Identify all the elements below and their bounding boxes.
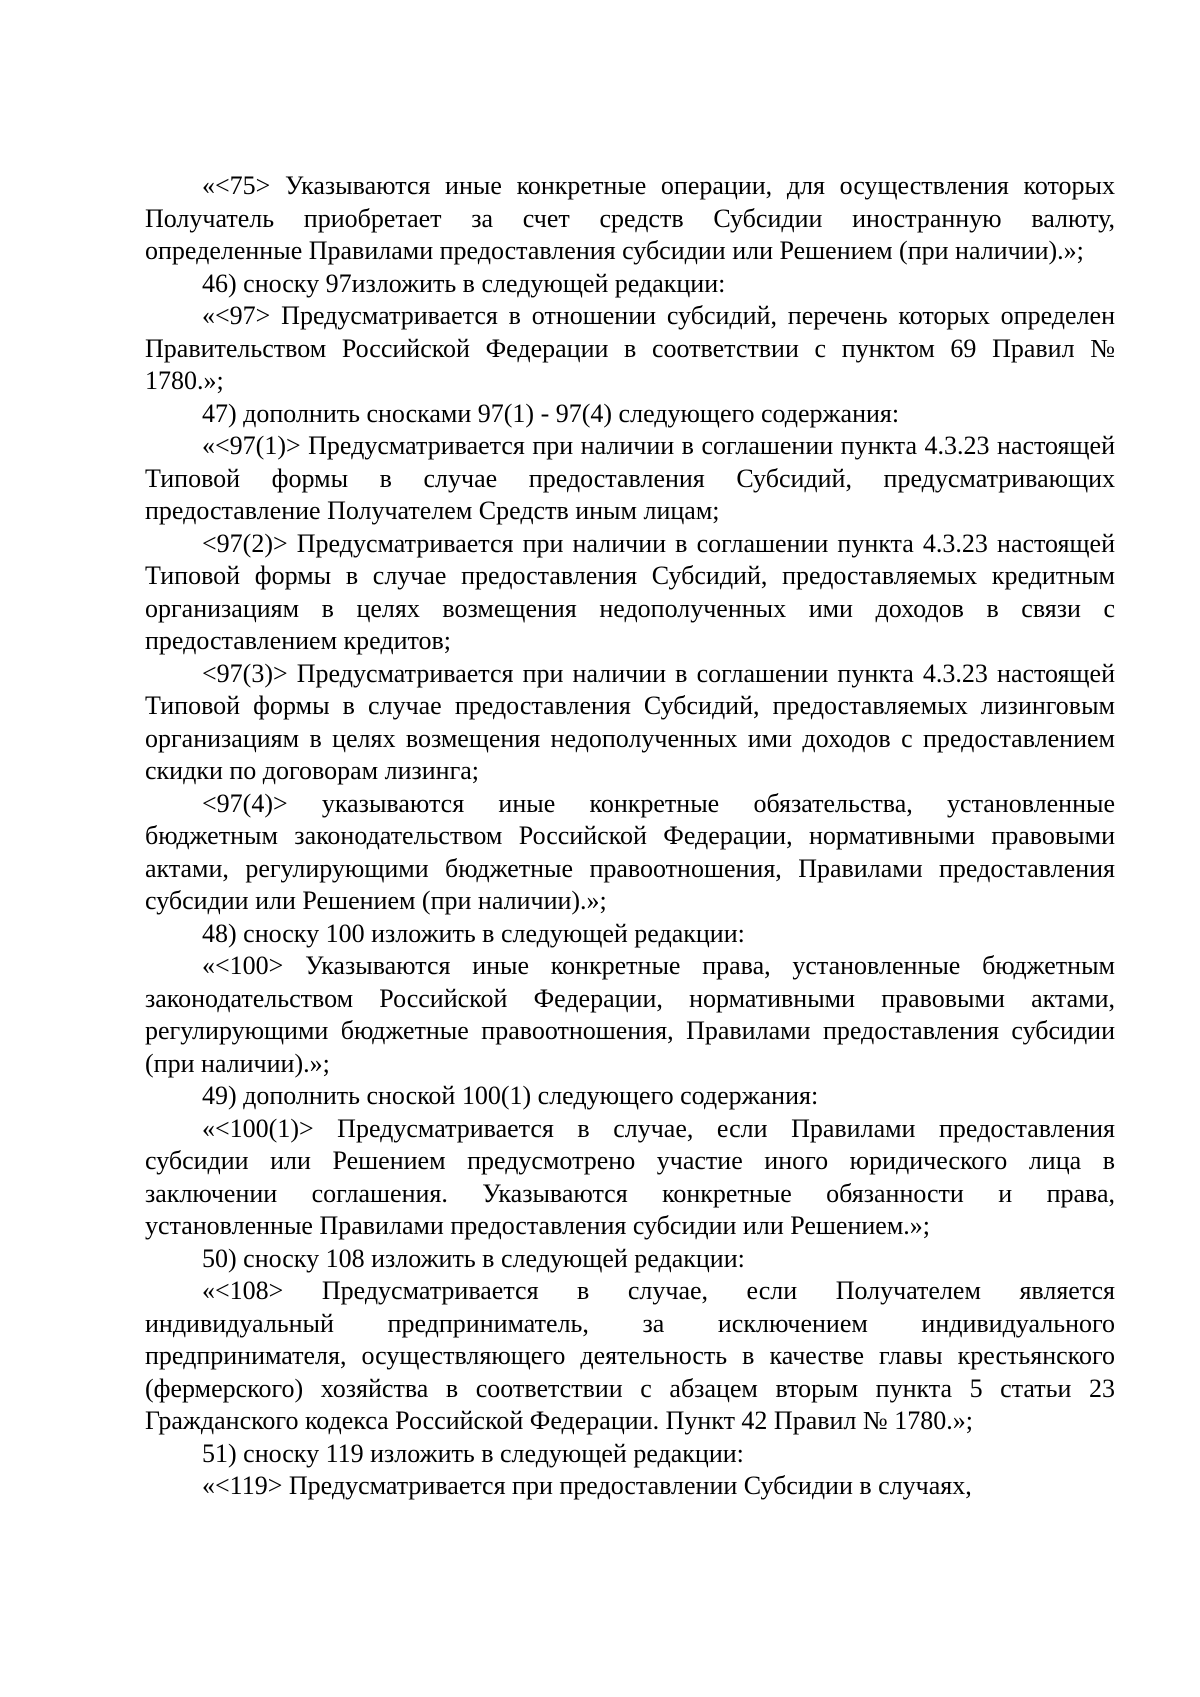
- paragraph-footnote-97-3: <97(3)> Предусматривается при наличии в соглашении пункта 4.3.23 настоящей Типовой формы в случае предоставления Субсидий, предоставляемых лизинговым организациям в целях возмещения недополученных ими доходов с предоставлением скидки по договорам лизинга;: [145, 658, 1115, 785]
- paragraph-item-51: 51) сноску 119 изложить в следующей редакции:: [202, 1438, 744, 1468]
- paragraph-footnote-108: «<108> Предусматривается в случае, если Получателем является индивидуальный предприниматель, за исключением индивидуального предпринимателя, осуществляющего деятельность в качестве главы крестьянского (фермерского) хозяйства в соответствии с абзацем вторым пункта 5 статьи 23 Гражданского кодекса Российской Федерации. Пункт 42 Правил № 1780.»;: [145, 1276, 1115, 1435]
- paragraph-footnote-97-1: «<97(1)> Предусматривается при наличии в соглашении пункта 4.3.23 настоящей Типовой формы в случае предоставления Субсидий, предусматривающих предоставление Получателем Средств иным лицам;: [145, 431, 1115, 525]
- paragraph-footnote-100: «<100> Указываются иные конкретные права, установленные бюджетным законодательством Российской Федерации, нормативными правовыми актами, регулирующими бюджетные правоотношения, Правилами предоставления субсидии (при наличии).»;: [145, 951, 1115, 1078]
- paragraph-footnote-97: «<97> Предусматривается в отношении субсидий, перечень которых определен Правительством Российской Федерации в соответствии с пунктом 69 Правил № 1780.»;: [145, 301, 1115, 395]
- paragraph-item-47: 47) дополнить сносками 97(1) - 97(4) следующего содержания:: [202, 398, 900, 428]
- paragraph-item-48: 48) сноску 100 изложить в следующей редакции:: [202, 918, 745, 948]
- document-body: [145, 170, 1115, 1503]
- paragraph-footnote-97-2: <97(2)> Предусматривается при наличии в соглашении пункта 4.3.23 настоящей Типовой формы в случае предоставления Субсидий, предоставляемых кредитным организациям в целях возмещения недополученных ими доходов в связи с предоставлением кредитов;: [145, 528, 1115, 655]
- paragraph-footnote-119: «<119> Предусматривается при предоставлении Субсидии в случаях,: [202, 1471, 972, 1500]
- paragraph-footnote-75: «<75> Указываются иные конкретные операции, для осуществления которых Получатель приобретает за счет средств Субсидии иностранную валюту, определенные Правилами предоставления субсидии или Решением (при наличии).»;: [145, 171, 1115, 265]
- paragraph-item-50: 50) сноску 108 изложить в следующей редакции:: [202, 1243, 745, 1273]
- paragraph-item-46: 46) сноску 97изложить в следующей редакции:: [202, 268, 726, 298]
- paragraph-footnote-97-4: <97(4)> указываются иные конкретные обязательства, установленные бюджетным законодательством Российской Федерации, нормативными правовыми актами, регулирующими бюджетные правоотношения, Правилами предоставления субсидии или Решением (при наличии).»;: [145, 788, 1115, 915]
- paragraph-footnote-100-1: «<100(1)> Предусматривается в случае, если Правилами предоставления субсидии или Решением предусмотрено участие иного юридического лица в заключении соглашения. Указываются конкретные обязанности и права, установленные Правилами предоставления субсидии или Решением.»;: [145, 1113, 1115, 1240]
- paragraph-item-49: 49) дополнить сноской 100(1) следующего содержания:: [202, 1081, 819, 1110]
